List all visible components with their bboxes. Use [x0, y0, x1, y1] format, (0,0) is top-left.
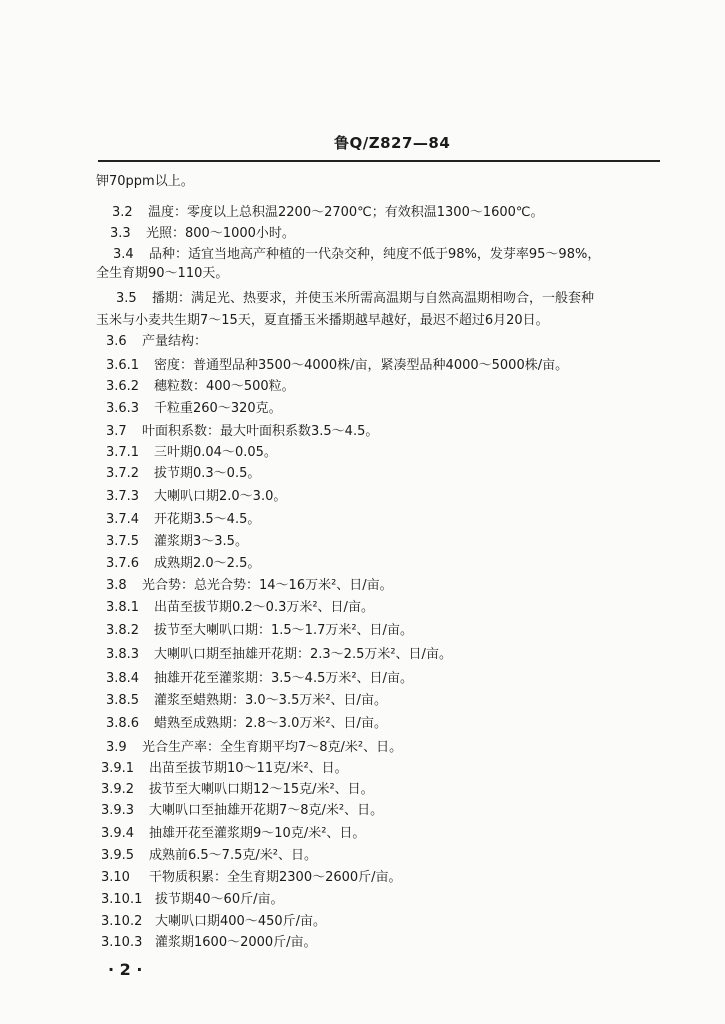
text-line [110, 226, 295, 242]
text-line [112, 205, 544, 221]
clause-number: 3.9.1 [101, 761, 135, 776]
clause-number: 3.8.1 [106, 600, 140, 615]
clause-text: 大喇叭口期400～450斤/亩。 [155, 914, 327, 929]
text-line [106, 693, 387, 709]
text-line [106, 623, 413, 639]
clause-number: 3.6 [106, 334, 127, 349]
text-line [101, 761, 348, 777]
header-code: 鲁Q/Z827—84 [334, 134, 451, 152]
text-line [101, 870, 402, 886]
clause-text: 成熟前6.5～7.5克/米²、日。 [149, 848, 317, 863]
text-line [106, 466, 260, 482]
clause-text: 温度：零度以上总积温2200～2700℃；有效积温1300～1600℃。 [148, 205, 544, 220]
clause-text: 干物质积累：全生育期2300～2600斤/亩。 [149, 870, 402, 885]
clause-text: 产量结构： [142, 334, 208, 349]
clause-text: 灌浆期3～3.5。 [154, 534, 248, 549]
text-line [113, 247, 600, 263]
clause-text: 密度：普通型品种3500～4000株/亩，紧凑型品种4000～5000株/亩。 [154, 358, 569, 373]
text-line [96, 313, 549, 329]
clause-number: 3.8.4 [106, 671, 140, 686]
clause-text: 光合生产率：全生育期平均7～8克/米²、日。 [142, 740, 403, 755]
clause-text: 拔节至大喇叭口期：1.5～1.7万米²、日/亩。 [154, 623, 413, 638]
text-line [101, 803, 383, 819]
clause-number: 3.10 [101, 870, 130, 885]
clause-text: 播期：满足光、热要求，并使玉米所需高温期与自然高温期相吻合，一般套种 [152, 291, 595, 306]
text-line [106, 716, 387, 732]
text-line [106, 600, 374, 616]
text-line [106, 578, 393, 594]
clause-number: 3.7.2 [106, 466, 140, 481]
clause-number: 3.10.2 [101, 914, 143, 929]
clause-text: 抽雄开花至灌浆期9～10克/米²、日。 [149, 826, 366, 841]
text-line [106, 534, 248, 550]
text-line [116, 291, 594, 307]
clause-text: 拔节期0.3～0.5。 [154, 466, 261, 481]
text-line [101, 892, 283, 908]
text-line [101, 914, 326, 930]
clause-number: 3.6.3 [106, 401, 140, 416]
clause-number: 3.9.3 [101, 803, 135, 818]
clause-text: 出苗至拔节期0.2～0.3万米²、日/亩。 [154, 600, 374, 615]
clause-number: 3.9.5 [101, 848, 135, 863]
text-line [106, 512, 260, 528]
clause-number: 3.7.1 [106, 445, 140, 460]
clause-text: 三叶期0.04～0.05。 [154, 445, 277, 460]
text-line [106, 489, 286, 505]
clause-number: 3.7.6 [106, 556, 140, 571]
clause-number: 3.9.4 [101, 826, 135, 841]
text-line [106, 740, 402, 756]
text-line [106, 358, 568, 374]
clause-text: 拔节期40～60斤/亩。 [155, 892, 284, 907]
text-line [96, 174, 194, 190]
clause-number: 3.7.5 [106, 534, 140, 549]
text-line [106, 647, 452, 663]
clause-number: 3.10.1 [101, 892, 143, 907]
clause-number: 3.6.2 [106, 379, 140, 394]
text-line [106, 556, 260, 572]
clause-number: 3.6.1 [106, 358, 140, 373]
clause-text: 开花期3.5～4.5。 [154, 512, 261, 527]
text-line [96, 266, 228, 282]
clause-number: 3.10.3 [101, 935, 143, 950]
clause-text: 光合势：总光合势：14～16万米²、日/亩。 [142, 578, 393, 593]
clause-text: 大喇叭口期至抽雄开花期：2.3～2.5万米²、日/亩。 [154, 647, 452, 662]
text-line [101, 782, 374, 798]
text-line [106, 379, 295, 395]
clause-number: 3.7 [106, 424, 127, 439]
clause-text: 大喇叭口至抽雄开花期7～8克/米²、日。 [149, 803, 384, 818]
clause-number: 3.8.6 [106, 716, 140, 731]
page-number: · 2 · [108, 960, 143, 979]
clause-number: 3.2 [112, 205, 133, 220]
clause-text: 穗粒数：400～500粒。 [154, 379, 295, 394]
clause-text: 大喇叭口期2.0～3.0。 [154, 489, 287, 504]
clause-text: 千粒重260～320克。 [154, 401, 282, 416]
clause-text: 灌浆期1600～2000斤/亩。 [155, 935, 317, 950]
clause-text: 品种：适宜当地高产种植的一代杂交种，纯度不低于98%，发芽率95～98%， [149, 247, 601, 262]
text-line [101, 826, 365, 842]
text-line [101, 935, 317, 951]
clause-number: 3.5 [116, 291, 137, 306]
clause-text: 全生育期90～110天。 [96, 266, 229, 281]
clause-number: 3.7.3 [106, 489, 140, 504]
clause-number: 3.9 [106, 740, 127, 755]
clause-text: 出苗至拔节期10～11克/米²、日。 [149, 761, 348, 776]
clause-number: 3.8.2 [106, 623, 140, 638]
clause-number: 3.8 [106, 578, 127, 593]
text-line [101, 848, 317, 864]
clause-number: 3.4 [113, 247, 134, 262]
clause-text: 光照：800～1000小时。 [146, 226, 295, 241]
text-line [106, 671, 413, 687]
text-line [106, 401, 282, 417]
clause-text: 拔节至大喇叭口期12～15克/米²、日。 [149, 782, 374, 797]
clause-text: 成熟期2.0～2.5。 [154, 556, 261, 571]
clause-text: 玉米与小麦共生期7～15天，夏直播玉米播期越早越好，最迟不超过6月20日。 [96, 313, 549, 328]
text-line [106, 334, 207, 350]
clause-text: 蜡熟至成熟期：2.8～3.0万米²、日/亩。 [154, 716, 387, 731]
clause-number: 3.7.4 [106, 512, 140, 527]
clause-text: 叶面积系数：最大叶面积系数3.5～4.5。 [142, 424, 379, 439]
clause-number: 3.8.3 [106, 647, 140, 662]
clause-text: 灌浆至蜡熟期：3.0～3.5万米²、日/亩。 [154, 693, 387, 708]
header-rule [98, 160, 660, 162]
clause-text: 钾70ppm以上。 [96, 174, 194, 189]
text-line [106, 424, 378, 440]
clause-number: 3.3 [110, 226, 131, 241]
clause-text: 抽雄开花至灌浆期：3.5～4.5万米²、日/亩。 [154, 671, 413, 686]
clause-number: 3.9.2 [101, 782, 135, 797]
text-line [106, 445, 277, 461]
clause-number: 3.8.5 [106, 693, 140, 708]
